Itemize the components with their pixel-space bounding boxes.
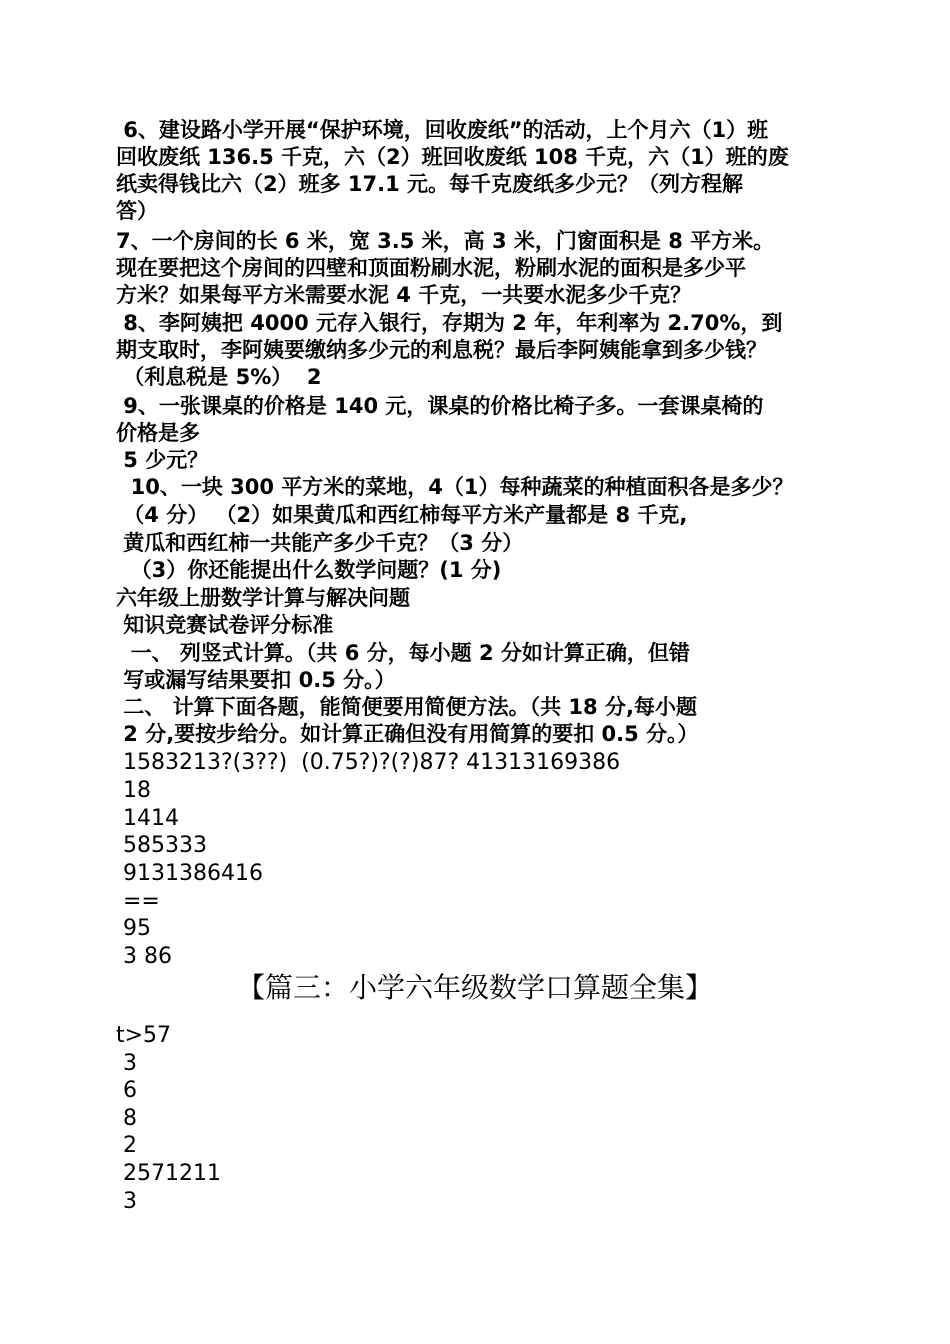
grading-title-2: 知识竞赛试卷评分标准 [116,613,334,637]
tail-line-6: 2571211 [116,1161,221,1186]
problem-6-line-3: 纸卖得钱比六（2）班多 17.1 元。每千克废纸多少元？（列方程解 [116,172,744,196]
grading-section-2-line-2: 2 分,要按步给分。如计算正确但没有用简算的要扣 0.5 分。） [116,722,699,746]
problem-7-line-3: 方米？如果每平方米需要水泥 4 千克，一共要水泥多少千克？ [116,283,692,307]
calc-line-3: 1414 [116,806,179,831]
tail-line-3: 6 [116,1078,137,1103]
grading-section-1-line-2: 写或漏写结果要扣 0.5 分。） [116,668,396,692]
problem-6-line-4: 答） [116,199,158,223]
tail-line-5: 2 [116,1133,137,1158]
grading-section-2-line-1: 二、 计算下面各题，能简便要用简便方法。（共 18 分,每小题 [116,695,697,719]
problem-9-line-1: 9、一张课桌的价格是 140 元，课桌的价格比椅子多。一套课桌椅的 [116,394,764,418]
calc-line-4: 585333 [116,833,207,858]
grading-section-1-line-1: 一、 列竖式计算。（共 6 分，每小题 2 分如计算正确，但错 [116,641,690,665]
problem-9-line-3: 5 少元？ [116,448,209,472]
problem-7-line-2: 现在要把这个房间的四壁和顶面粉刷水泥，粉刷水泥的面积是多少平 [116,256,746,280]
problem-8-line-3: （利息税是 5%） 2 [116,365,322,389]
problem-9-line-2: 价格是多 [116,421,200,445]
calc-line-2: 18 [116,778,151,803]
tail-line-2: 3 [116,1051,137,1076]
problem-8-line-2: 期支取时，李阿姨要缴纳多少元的利息税？最后李阿姨能拿到多少钱？ [116,338,767,362]
tail-line-4: 8 [116,1106,137,1131]
calc-line-5: 9131386416 [116,861,263,886]
section-heading: 【篇三：小学六年级数学口算题全集】 [236,971,713,1004]
problem-10-line-2: （4 分） （2）如果黄瓜和西红柿每平方米产量都是 8 千克, [116,503,688,527]
problem-8-line-1: 8、李阿姨把 4000 元存入银行，存期为 2 年，年利率为 2.70%，到 [116,311,783,335]
calc-line-1: 1583213?(3??) (0.75?)?(?)87? 41313169386 [116,750,621,775]
problem-6-line-2: 回收废纸 136.5 千克，六（2）班回收废纸 108 千克，六（1）班的废 [116,145,789,169]
problem-10-line-3: 黄瓜和西红柿一共能产多少千克？（3 分） [116,531,524,555]
calc-line-8: 3 86 [116,944,172,969]
calc-line-6: == [116,889,160,914]
grading-title-1: 六年级上册数学计算与解决问题 [116,586,410,610]
problem-7-line-1: 7、一个房间的长 6 米，宽 3.5 米，高 3 米，门窗面积是 8 平方米。 [116,229,775,253]
tail-line-1: t>57 [116,1023,172,1048]
problem-6-line-1: 6、建设路小学开展“保护环境，回收废纸”的活动，上个月六（1）班 [116,118,769,142]
problem-10-line-1: 10、一块 300 平方米的菜地，4（1）每种蔬菜的种植面积各是多少？ [116,475,794,499]
tail-line-7: 3 [116,1189,137,1214]
problem-10-line-4: （3）你还能提出什么数学问题？(1 分) [116,558,502,582]
calc-line-7: 95 [116,916,151,941]
